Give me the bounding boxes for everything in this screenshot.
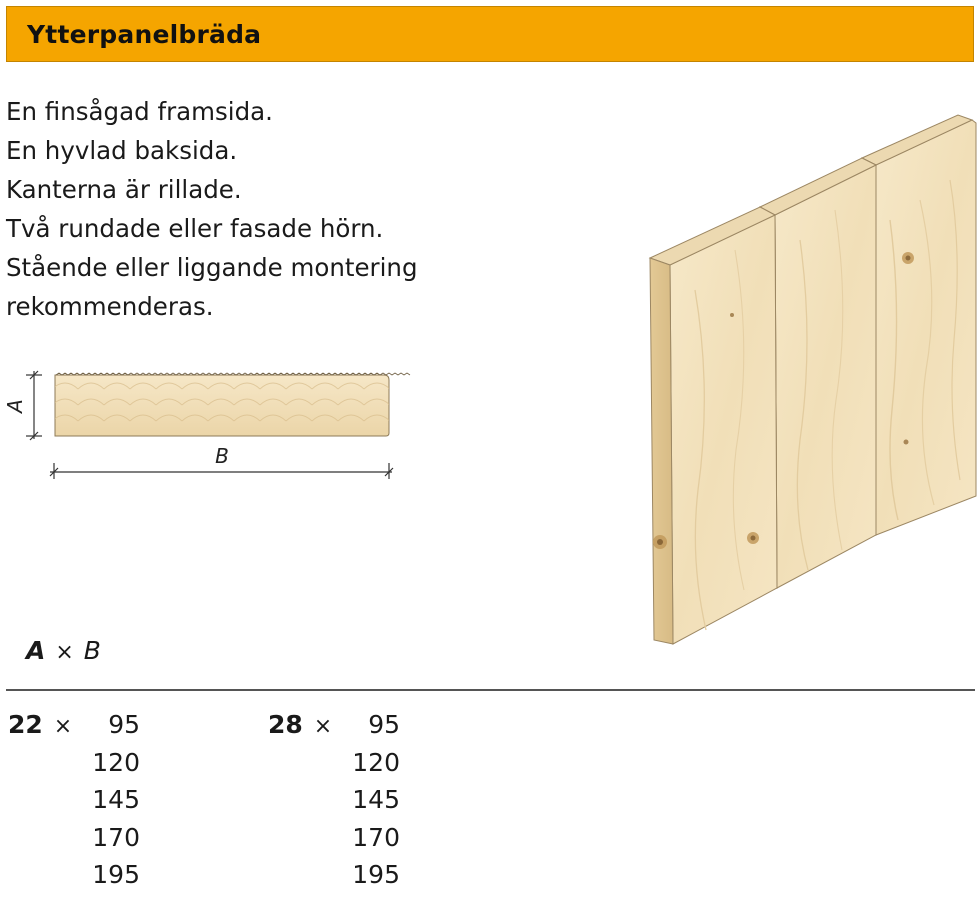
title-bar bbox=[6, 6, 974, 62]
dimension-row bbox=[8, 856, 140, 894]
board-right bbox=[862, 115, 976, 535]
thickness-value: 22 bbox=[8, 710, 43, 739]
description bbox=[6, 92, 476, 326]
description-line: En hyvlad baksida. bbox=[6, 136, 238, 165]
board-left bbox=[650, 207, 777, 644]
width-value: 170 bbox=[92, 822, 140, 852]
width-value: 145 bbox=[352, 785, 400, 814]
dimension-row bbox=[8, 744, 140, 782]
description-line: En finsågad framsida. bbox=[6, 97, 273, 126]
cross-section-diagram bbox=[0, 355, 420, 485]
width-value: 120 bbox=[352, 747, 400, 777]
board-profile bbox=[55, 373, 410, 436]
width-value: 95 bbox=[108, 710, 140, 739]
width-value: 120 bbox=[92, 747, 140, 777]
legend-times: × bbox=[55, 640, 74, 665]
thickness-value: 28 bbox=[268, 710, 303, 739]
dimension-a-label: A bbox=[3, 399, 27, 413]
dimension-row bbox=[268, 856, 400, 894]
board-middle bbox=[760, 158, 876, 588]
boards-illustration bbox=[640, 110, 980, 650]
times-sign: × bbox=[53, 714, 73, 739]
legend-a: A bbox=[26, 636, 46, 665]
times-sign: × bbox=[313, 714, 333, 739]
dimension-row bbox=[8, 819, 140, 857]
width-value: 95 bbox=[368, 710, 400, 739]
dimension-legend bbox=[26, 636, 101, 665]
description-line: rekommenderas. bbox=[6, 292, 214, 321]
dimension-group bbox=[8, 706, 140, 894]
width-value: 170 bbox=[352, 822, 400, 852]
dimension-row bbox=[268, 819, 400, 857]
divider bbox=[6, 689, 975, 691]
description-line: Stående eller liggande montering bbox=[6, 253, 418, 282]
width-value: 145 bbox=[92, 785, 140, 814]
width-value: 195 bbox=[352, 860, 400, 889]
dimension-row bbox=[268, 706, 400, 744]
dimension-row bbox=[268, 781, 400, 819]
dimension-row bbox=[8, 781, 140, 819]
dimension-row bbox=[8, 706, 140, 744]
legend-b: B bbox=[83, 636, 101, 665]
dimension-b-label: B bbox=[215, 444, 229, 468]
description-line: Kanterna är rillade. bbox=[6, 175, 242, 204]
width-value: 195 bbox=[92, 860, 140, 889]
page-title: Ytterpanelbräda bbox=[27, 19, 262, 49]
dimension-row bbox=[268, 744, 400, 782]
description-line: Två rundade eller fasade hörn. bbox=[6, 214, 384, 243]
dimension-a-line bbox=[26, 371, 42, 440]
dimension-group bbox=[268, 706, 400, 894]
